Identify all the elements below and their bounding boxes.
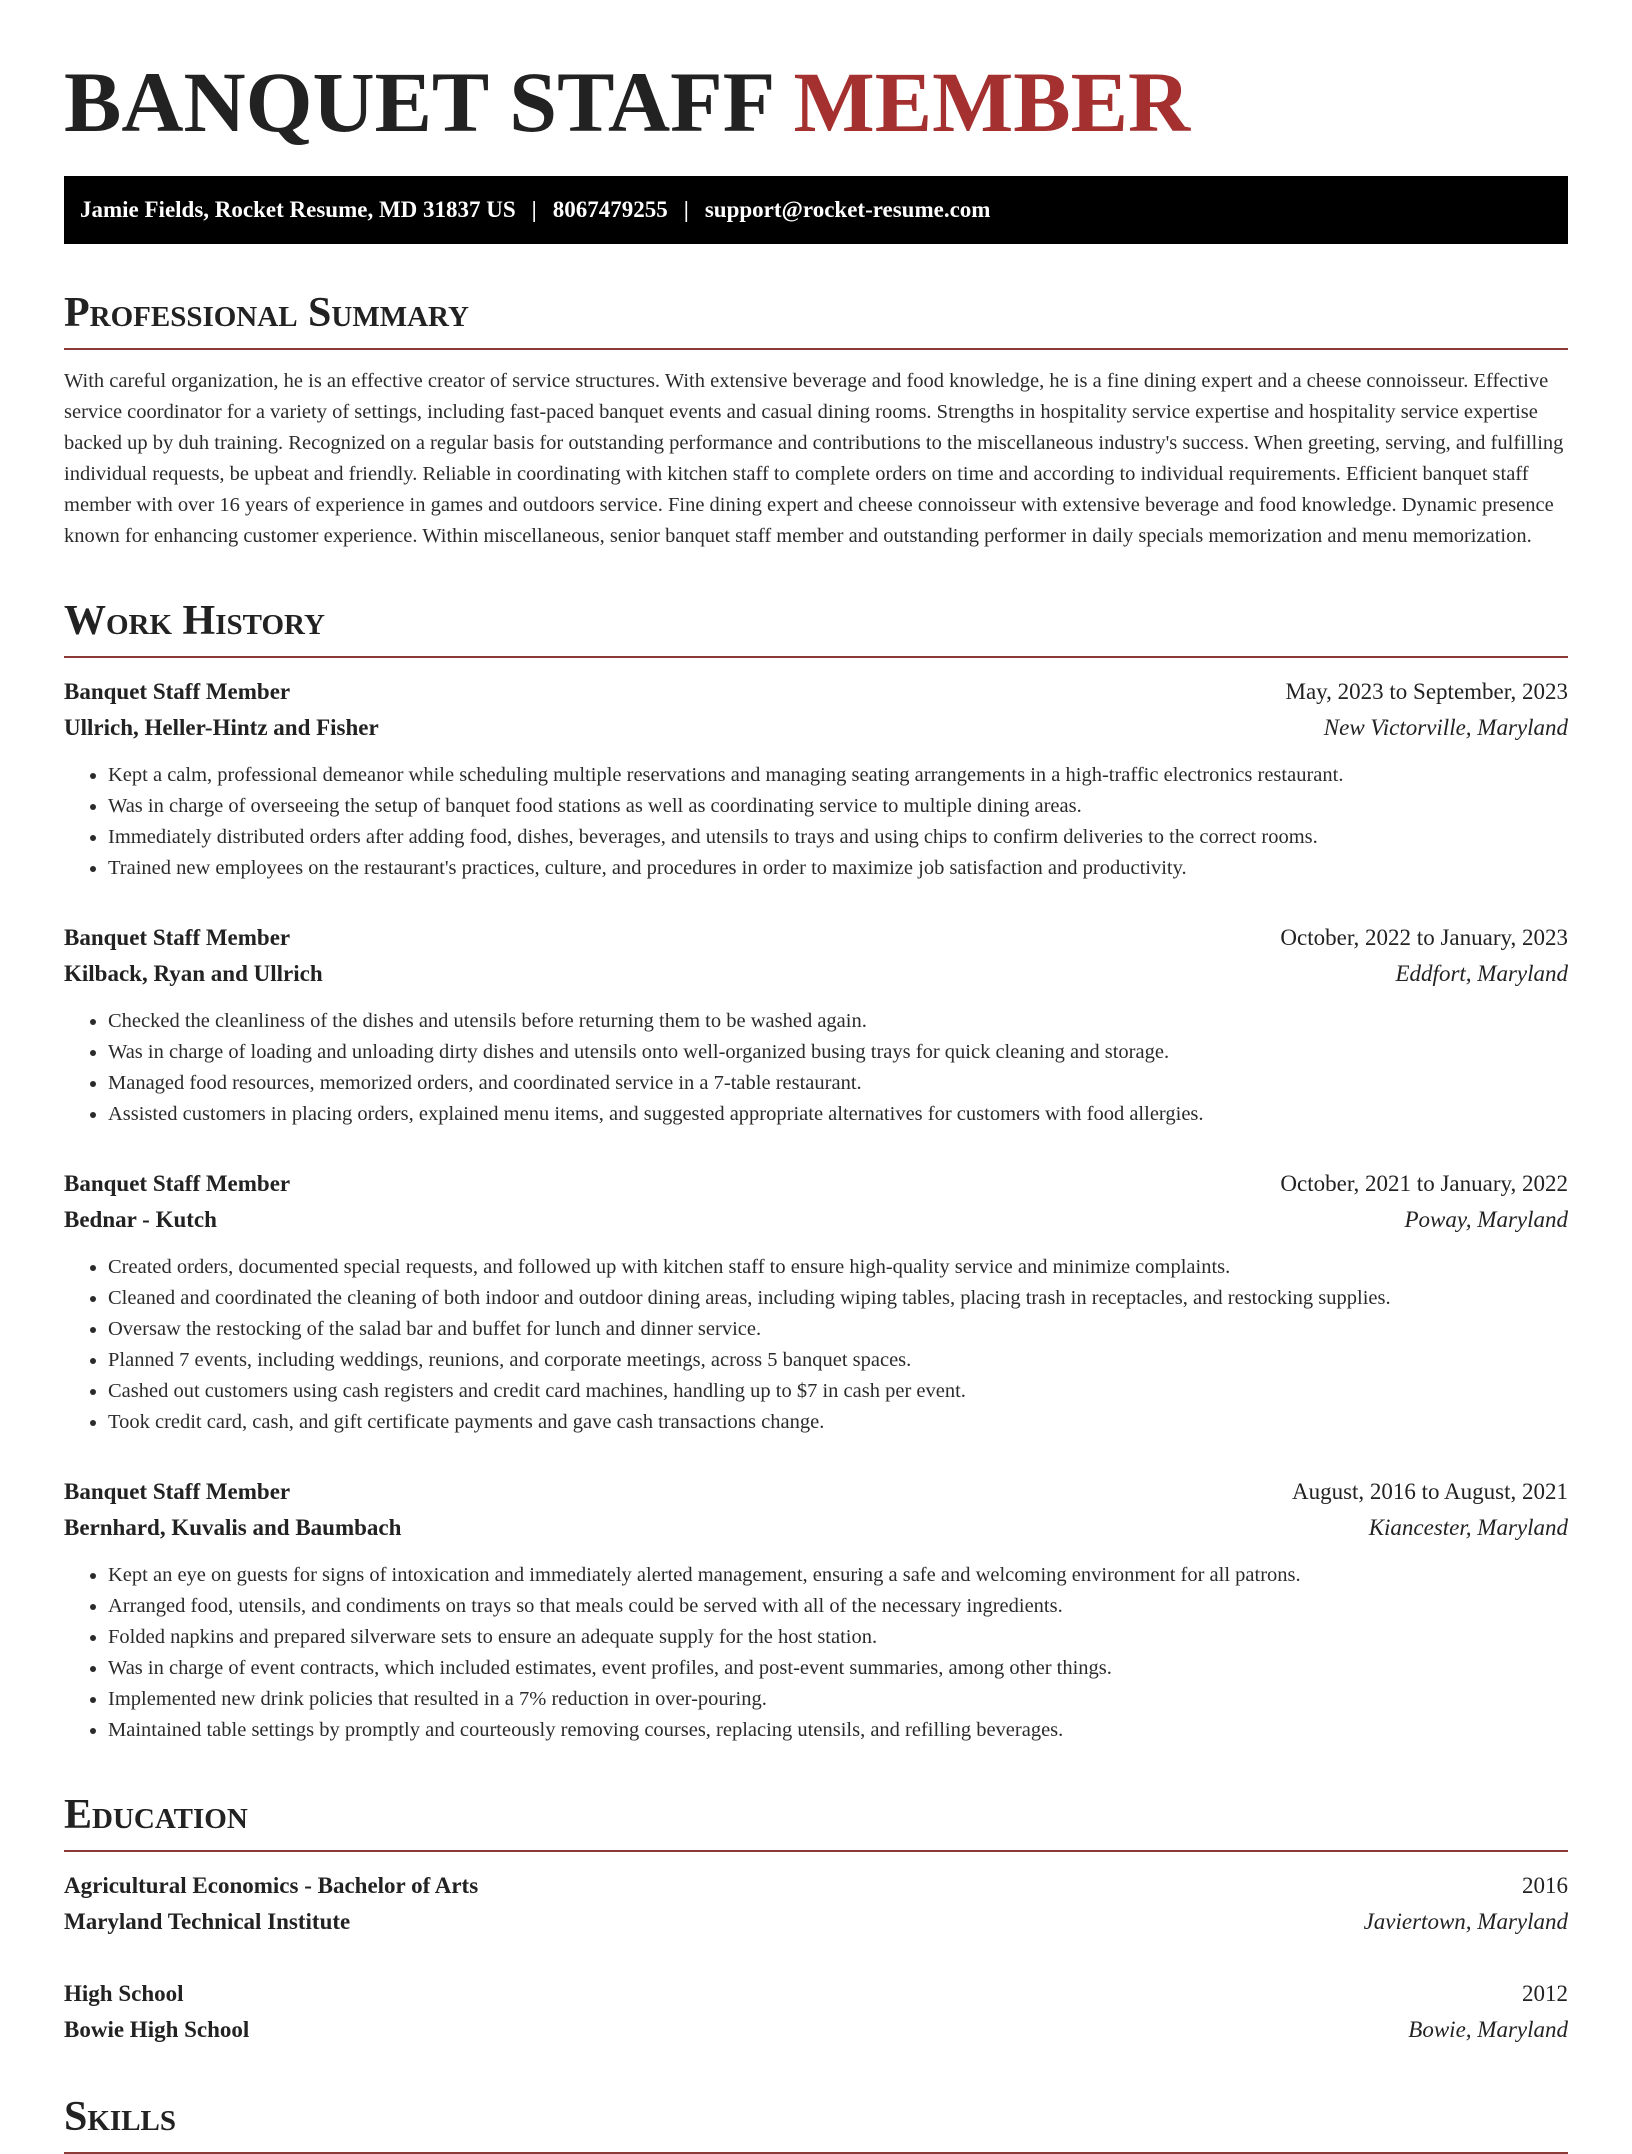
job-title: Banquet Staff Member — [64, 1171, 291, 1196]
job-location: Poway, Maryland — [1404, 1207, 1568, 1232]
job-company: Kilback, Ryan and Ullrich — [64, 961, 323, 986]
job-header-row — [64, 920, 1568, 956]
education-year: 2012 — [1522, 1981, 1568, 2006]
name-main: BANQUET STAFF — [64, 54, 773, 150]
job-entry — [64, 1474, 1568, 1746]
job-bullets — [64, 1252, 1568, 1438]
job-company-row — [64, 710, 1568, 746]
education-location: Bowie, Maryland — [1408, 2017, 1568, 2042]
job-bullet: • Implemented new drink policies that resulted in a 7% reduction in over-pouring. — [108, 1684, 1568, 1715]
resume-content — [64, 0, 1568, 2154]
job-bullets — [64, 760, 1568, 884]
contact-separator: | — [683, 197, 689, 222]
job-dates: October, 2021 to January, 2022 — [1280, 1171, 1568, 1196]
job-entry — [64, 1166, 1568, 1438]
section-title-education: Education — [64, 1790, 1568, 1852]
education-degree: High School — [64, 1981, 184, 2006]
job-entry — [64, 920, 1568, 1130]
education-school: Maryland Technical Institute — [64, 1909, 351, 1934]
education-school-row — [64, 2012, 1568, 2048]
job-company: Bernhard, Kuvalis and Baumbach — [64, 1515, 402, 1540]
contact-phone: 8067479255 — [552, 197, 668, 222]
education-school-row — [64, 1904, 1568, 1940]
job-bullet: • Planned 7 events, including weddings, reunions, and corporate meetings, across 5 banquet spaces. — [108, 1345, 1568, 1376]
education-degree-row — [64, 1868, 1568, 1904]
education-entry — [64, 1868, 1568, 1940]
job-location: Kiancester, Maryland — [1368, 1515, 1568, 1540]
job-bullet: • Was in charge of overseeing the setup of banquet food stations as well as coordinating service to multiple dining areas. — [108, 791, 1568, 822]
job-entry — [64, 674, 1568, 884]
section-title-work: Work History — [64, 596, 1568, 658]
summary-text: With careful organization, he is an effective creator of service structures. With extensive beverage and food knowledge, he is a fine dining expert and a cheese connoisseur. Effective service coordinator for a variety of settings, including fast-paced banquet events and casual dining rooms. Strengths in hospitality service expertise and hospitality service expertise backed up by duh training. Recognized on a regular basis for outstanding performance and contributions to the miscellaneous industry's success. When greeting, serving, and fulfilling individual requests, be upbeat and friendly. Reliable in coordinating with kitchen staff to complete orders on time and according to individual requirements. Efficient banquet staff member with over 16 years of experience in games and outdoors service. Fine dining expert and cheese connoisseur with extensive beverage and food knowledge. Dynamic presence known for enhancing customer experience. Within miscellaneous, senior banquet staff member and outstanding performer in daily specials memorization and menu memorization. — [64, 370, 1564, 547]
job-bullet: • Was in charge of event contracts, which included estimates, event profiles, and post-event summaries, among other things. — [108, 1653, 1568, 1684]
job-bullet: • Took credit card, cash, and gift certificate payments and gave cash transactions change. — [108, 1407, 1568, 1438]
job-company: Bednar - Kutch — [64, 1207, 217, 1232]
job-bullet: • Cashed out customers using cash registers and credit card machines, handling up to $7 in cash per event. — [108, 1376, 1568, 1407]
job-bullet: • Folded napkins and prepared silverware sets to ensure an adequate supply for the host station. — [108, 1622, 1568, 1653]
section-title-skills: Skills — [64, 2092, 1568, 2154]
job-bullets — [64, 1006, 1568, 1130]
job-header-row — [64, 1166, 1568, 1202]
job-header-row — [64, 1474, 1568, 1510]
job-header-row — [64, 674, 1568, 710]
job-title: Banquet Staff Member — [64, 1479, 291, 1504]
education-entry — [64, 1976, 1568, 2048]
job-bullet: • Cleaned and coordinated the cleaning of both indoor and outdoor dining areas, including wiping tables, placing trash in receptacles, and restocking supplies. — [108, 1283, 1568, 1314]
education-degree: Agricultural Economics - Bachelor of Arts — [64, 1873, 479, 1898]
contact-email: support@rocket-resume.com — [704, 197, 991, 222]
job-bullet: • Trained new employees on the restaurant's practices, culture, and procedures in order to maximize job satisfaction and productivity. — [108, 853, 1568, 884]
job-company-row — [64, 1202, 1568, 1238]
job-bullet: • Kept a calm, professional demeanor while scheduling multiple reservations and managing seating arrangements in a high-traffic electronics restaurant. — [108, 760, 1568, 791]
resume-name — [64, 52, 1568, 152]
education-degree-row — [64, 1976, 1568, 2012]
job-dates: August, 2016 to August, 2021 — [1291, 1479, 1568, 1504]
education-location: Javiertown, Maryland — [1363, 1909, 1568, 1934]
job-company-row — [64, 956, 1568, 992]
job-bullet: • Created orders, documented special requests, and followed up with kitchen staff to ensure high-quality service and minimize complaints. — [108, 1252, 1568, 1283]
job-location: New Victorville, Maryland — [1323, 715, 1568, 740]
job-dates: October, 2022 to January, 2023 — [1280, 925, 1568, 950]
job-bullet: • Immediately distributed orders after adding food, dishes, beverages, and utensils to trays and using chips to confirm deliveries to the correct rooms. — [108, 822, 1568, 853]
job-bullet: • Oversaw the restocking of the salad bar and buffet for lunch and dinner service. — [108, 1314, 1568, 1345]
job-title: Banquet Staff Member — [64, 925, 291, 950]
job-bullet: • Checked the cleanliness of the dishes and utensils before returning them to be washed again. — [108, 1006, 1568, 1037]
job-location: Eddfort, Maryland — [1395, 961, 1568, 986]
job-bullet: • Managed food resources, memorized orders, and coordinated service in a 7-table restaurant. — [108, 1068, 1568, 1099]
job-bullet: • Maintained table settings by promptly and courteously removing courses, replacing utensils, and refilling beverages. — [108, 1715, 1568, 1746]
job-bullet: • Kept an eye on guests for signs of intoxication and immediately alerted management, ensuring a safe and welcoming environment for all patrons. — [108, 1560, 1568, 1591]
job-dates: May, 2023 to September, 2023 — [1285, 679, 1568, 704]
job-bullets — [64, 1560, 1568, 1746]
job-bullet: • Arranged food, utensils, and condiments on trays so that meals could be served with all of the necessary ingredients. — [108, 1591, 1568, 1622]
job-company: Ullrich, Heller-Hintz and Fisher — [64, 715, 379, 740]
section-title-summary: Professional Summary — [64, 288, 1568, 350]
job-company-row — [64, 1510, 1568, 1546]
contact-separator: | — [531, 197, 537, 222]
education-school: Bowie High School — [64, 2017, 250, 2042]
education-year: 2016 — [1522, 1873, 1568, 1898]
contact-address: Jamie Fields, Rocket Resume, MD 31837 US — [80, 197, 516, 222]
name-accent: MEMBER — [793, 54, 1191, 150]
contact-bar — [64, 176, 1568, 244]
job-bullet: • Was in charge of loading and unloading dirty dishes and utensils onto well-organized busing trays for quick cleaning and storage. — [108, 1037, 1568, 1068]
job-title: Banquet Staff Member — [64, 679, 291, 704]
job-bullet: • Assisted customers in placing orders, explained menu items, and suggested appropriate alternatives for customers with food allergies. — [108, 1099, 1568, 1130]
